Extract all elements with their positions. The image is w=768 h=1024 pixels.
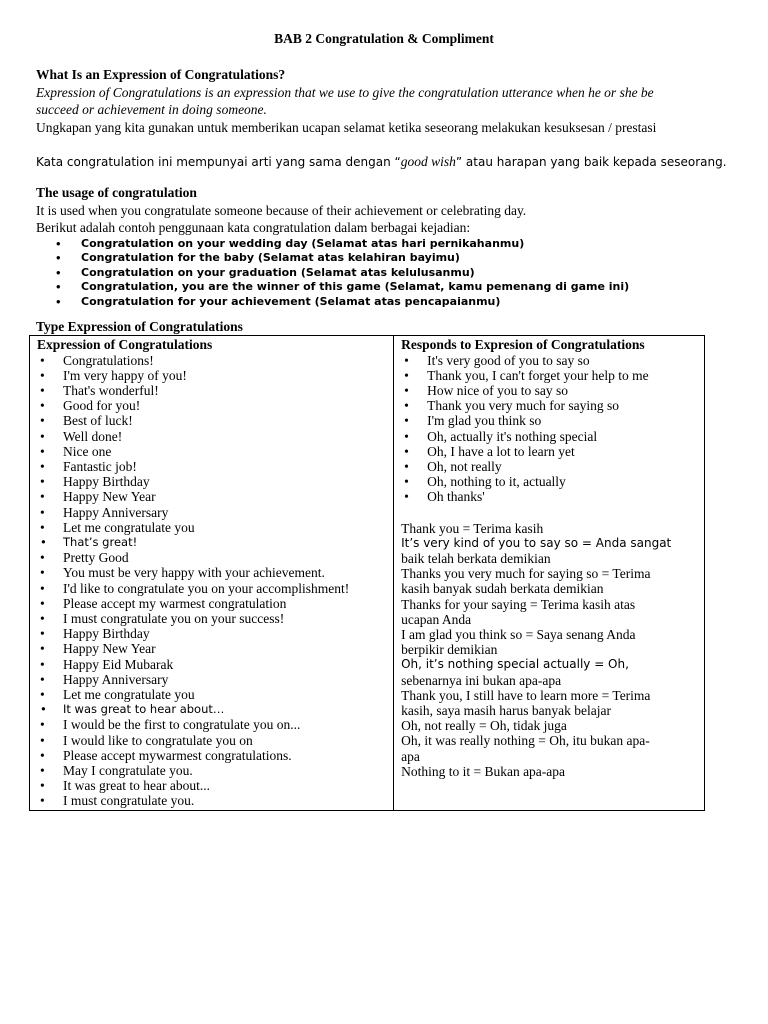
expression-item: • Fantastic job! [37,459,387,474]
response-item: • How nice of you to say so [401,383,698,398]
section-definition [36,66,738,172]
usage-example-list [36,237,738,310]
response-item: • Oh, I have a lot to learn yet [401,444,698,459]
congratulations-table [29,335,705,811]
response-item: • Oh, not really [401,459,698,474]
response-item: • Thank you, I can't forget your help to me [401,368,698,383]
usage-example: • Congratulation for the baby (Selamat atas kelahiran bayimu) [36,251,738,266]
translation-line: Oh, not really = Oh, tidak juga [401,718,567,734]
translation-line: Nothing to it = Bukan apa-apa [401,763,566,779]
expression-item: • I would like to congratulate you on [37,733,387,748]
expression-item: • May I congratulate you. [37,763,387,778]
translation-line: Thanks you very much for saying so = Terima [401,566,651,582]
usage-line-2: Berikut adalah contoh penggunaan kata congratulation dalam berbagai kejadian: [36,220,471,235]
expression-item: • Happy Anniversary [37,505,387,520]
translation-line: sebenarnya ini bukan apa-apa [401,672,562,688]
translation-line: Oh, it’s nothing special actually = Oh, [401,657,629,672]
expression-item: • That's wonderful! [37,383,387,398]
translation-line: ucapan Anda [401,611,472,627]
section-usage [36,184,738,309]
expression-item: • I must congratulate you. [37,793,387,808]
usage-line-1: It is used when you congratulate someone because of their achievement or celebrating day. [36,202,527,218]
usage-example: • Congratulation, you are the winner of this game (Selamat, kamu pemenang di game ini) [36,280,738,295]
expression-item: • Congratulations! [37,353,387,368]
response-item: • Oh, nothing to it, actually [401,474,698,489]
response-item: • Thank you very much for saying so [401,398,698,413]
translation-line: I am glad you think so = Saya senang Anda [401,626,636,642]
expression-item: • Happy Birthday [37,626,387,641]
expression-item: • Pretty Good [37,550,387,565]
meaning-suffix: ” atau harapan yang baik kepada seseorang. [455,155,727,169]
translation-line: Thank you, I still have to learn more = Terima [401,687,651,703]
usage-example: • Congratulation for your achievement (Selamat atas pencapaianmu) [36,295,738,310]
expression-item: • I would be the first to congratulate you on... [37,717,387,732]
expression-item: • Happy New Year [37,641,387,656]
expressions-list [37,353,387,809]
translation-line: apa [401,748,420,764]
meaning-sentence [36,153,738,172]
expression-item: • It was great to hear about... [37,778,387,793]
expression-item: • Happy Eid Mubarak [37,657,387,672]
expression-item: • Good for you! [37,398,387,413]
responses-header: Responds to Expresion of Congratulations [401,337,645,352]
expression-item: • Best of luck! [37,413,387,428]
expression-item: • That’s great! [37,535,387,550]
definition-line-1: Expression of Congratulations is an expression that we use to give the congratulation utterance when he or she be [36,84,654,100]
expression-item: • Please accept my warmest congratulation [37,596,387,611]
expression-item: • Well done! [37,429,387,444]
page-title: BAB 2 Congratulation & Compliment [274,31,494,46]
definition-line-2: succeed or achievement in doing someone. [36,102,267,117]
translation-line: Thanks for your saying = Terima kasih atas [401,596,636,612]
expression-item: • Let me congratulate you [37,520,387,535]
definition-translation: Ungkapan yang kita gunakan untuk memberikan ucapan selamat ketika seseorang melakukan kesuksesan / prestasi [36,119,657,135]
expression-item: • You must be very happy with your achievement. [37,565,387,580]
translation-line: kasih banyak sudah berkata demikian [401,581,604,597]
expression-item: • Happy New Year [37,489,387,504]
translation-line: It’s very kind of you to say so = Anda sangat [401,535,672,550]
response-item: • Oh, actually it's nothing special [401,429,698,444]
usage-heading: The usage of congratulation [36,185,197,200]
expression-item: • I must congratulate you on your success! [37,611,387,626]
expression-item: • Happy Anniversary [37,672,387,687]
translation-line: Oh, it was really nothing = Oh, itu bukan apa- [401,733,650,749]
expression-item: • I'd like to congratulate you on your accomplishment! [37,581,387,596]
response-item: • I'm glad you think so [401,413,698,428]
translation-line: berpikir demikian [401,642,498,658]
usage-example: • Congratulation on your wedding day (Selamat atas hari pernikahanmu) [36,237,738,252]
meaning-italic: good wish [400,154,456,169]
usage-example: • Congratulation on your graduation (Selamat atas kelulusanmu) [36,266,738,281]
expression-item: • Please accept mywarmest congratulations. [37,748,387,763]
response-item: • Oh thanks' [401,489,698,504]
expression-item: • I'm very happy of you! [37,368,387,383]
expression-item: • Nice one [37,444,387,459]
type-heading: Type Expression of Congratulations [36,319,243,334]
expression-item: • Happy Birthday [37,474,387,489]
expressions-column [30,336,394,811]
translation-line: baik telah berkata demikian [401,550,551,566]
translation-line: kasih, saya masih harus banyak belajar [401,702,612,718]
response-translations [401,521,698,779]
meaning-prefix: Kata congratulation ini mempunyai arti yang sama dengan “ [36,155,401,169]
expression-item: • Let me congratulate you [37,687,387,702]
response-item: • It's very good of you to say so [401,353,698,368]
expressions-header: Expression of Congratulations [37,337,213,352]
responses-column [394,336,705,811]
translation-line: Thank you = Terima kasih [401,520,544,536]
definition-heading: What Is an Expression of Congratulations? [36,67,286,82]
expression-item: • It was great to hear about… [37,702,387,717]
responses-list [401,353,698,505]
